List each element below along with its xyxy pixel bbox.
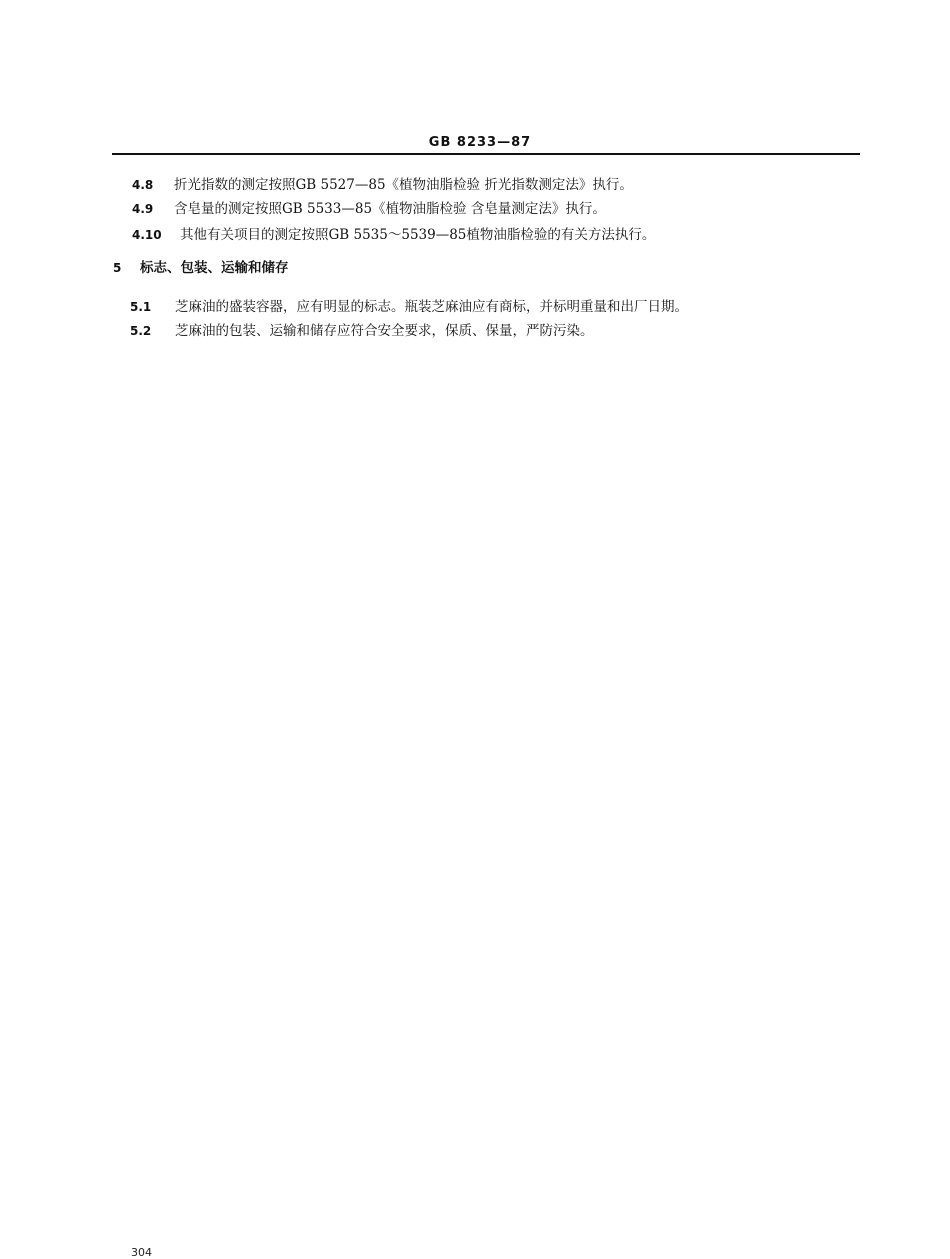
page-number: 304: [131, 1246, 152, 1259]
clause-4-9: [132, 200, 606, 218]
page-header: [0, 131, 950, 150]
clause-text: 芝麻油的包装、运输和储存应符合安全要求，保质、保量，严防污染。: [175, 323, 594, 339]
section-5-heading: [113, 259, 289, 277]
clause-4-8: [132, 176, 633, 194]
clause-number: 4.9: [132, 202, 154, 216]
clause-number: 5.2: [130, 324, 152, 338]
clause-text: 含皂量的测定按照GB 5533—85《植物油脂检验 含皂量测定法》执行。: [174, 201, 606, 217]
clause-number: 5.1: [130, 300, 152, 314]
clause-4-10: [132, 226, 655, 244]
section-title: 标志、包装、运输和储存: [140, 260, 289, 276]
clause-text: 芝麻油的盛装容器，应有明显的标志。瓶装芝麻油应有商标，并标明重量和出厂日期。: [175, 299, 688, 315]
header-rule: [112, 153, 860, 155]
clause-5-2: [130, 322, 594, 340]
clause-text: 其他有关项目的测定按照GB 5535～5539—85植物油脂检验的有关方法执行。: [180, 227, 656, 243]
clause-text: 折光指数的测定按照GB 5527—85《植物油脂检验 折光指数测定法》执行。: [174, 177, 633, 193]
clause-number: 4.10: [132, 228, 162, 242]
clause-number: 4.8: [132, 178, 154, 192]
section-number: 5: [113, 261, 122, 275]
clause-5-1: [130, 298, 688, 316]
standard-code: GB 8233—87: [428, 135, 532, 150]
